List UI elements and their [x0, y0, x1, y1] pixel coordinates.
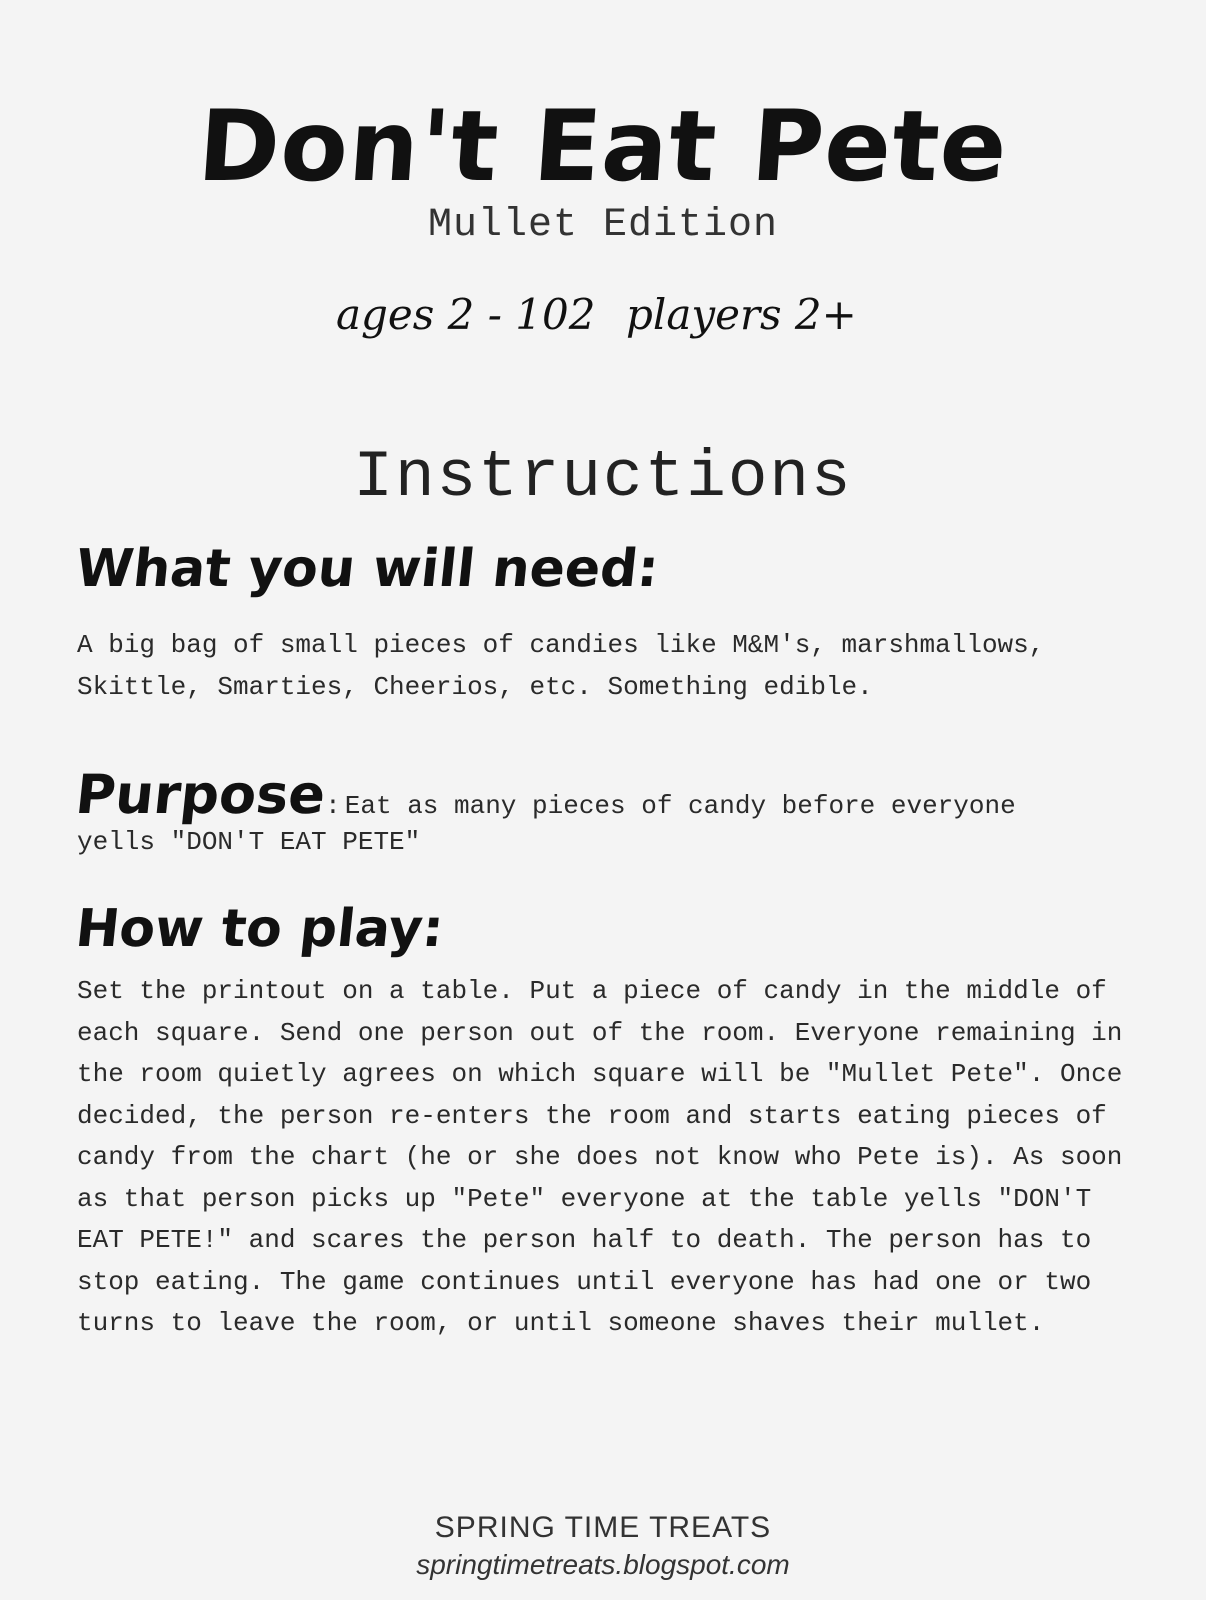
game-meta	[0, 288, 1206, 348]
need-heading: What you will need:	[72, 539, 662, 599]
purpose-heading: Purpose	[72, 763, 329, 826]
edition-subtitle: Mullet Edition	[427, 203, 779, 248]
purpose-text-continued: yells "DON'T EAT PETE"	[77, 827, 421, 857]
footer-url: springtimetreats.blogspot.com	[416, 1549, 790, 1580]
purpose-colon: :	[325, 791, 341, 821]
ages-label: ages 2 - 102	[336, 290, 596, 339]
game-title: Don't Eat Pete	[194, 90, 1012, 204]
purpose-text: Eat as many pieces of candy before everyone	[344, 791, 1016, 821]
how-to-play-text: Set the printout on a table. Put a piece of candy in the middle of each square. Send one person out of the room. Everyone remaining in the room quietly agrees on which square will be "Mullet Pete". Once decided, the person re-enters the room and starts eating pieces of candy from the chart (he or she does not know who Pete is). As soon as that person picks up "Pete" everyone at the table yells "DON'T EAT PETE!" and scares the person half to death. The person has to stop eating. The game continues until everyone has had one or two turns to leave the room, or until someone shaves their mullet.	[77, 976, 1123, 1338]
footer-brand: SPRING TIME TREATS	[434, 1511, 772, 1544]
purpose-section	[72, 763, 1156, 826]
players-label: players 2+	[626, 290, 857, 339]
need-text: A big bag of small pieces of candies like M&M's, marshmallows, Skittle, Smarties, Cheerios, etc. Something edible.	[77, 630, 1045, 702]
instructions-heading: Instructions	[353, 440, 853, 515]
how-to-play-heading: How to play:	[72, 899, 447, 959]
